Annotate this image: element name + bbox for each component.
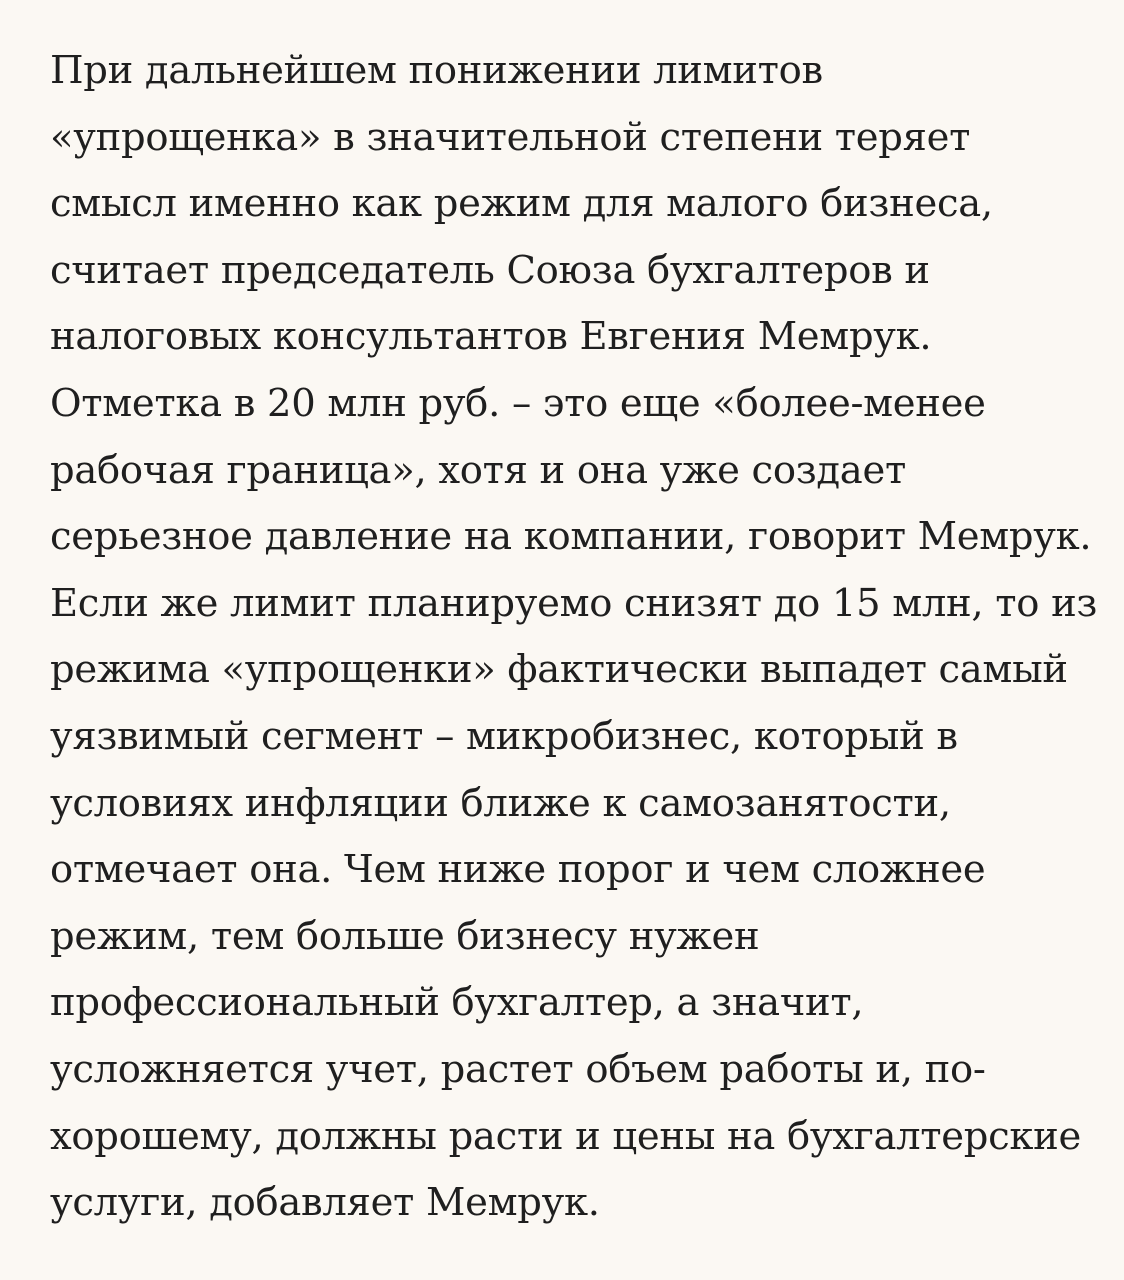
paragraph-line: налоговых консультантов Евгения Мемрук. xyxy=(50,314,932,360)
paragraph-line: смысл именно как режим для малого бизнеса, xyxy=(50,181,993,227)
paragraph-line: При дальнейшем понижении лимитов xyxy=(50,48,823,93)
paragraph-line: Если же лимит планируемо снизят до 15 млн, то из xyxy=(50,580,1098,626)
paragraph-line: услуги, добавляет Мемрук. xyxy=(50,1180,600,1226)
paragraph-line: уязвимый сегмент – микробизнес, который в xyxy=(50,713,958,759)
paragraph-line: режим, тем больше бизнесу нужен xyxy=(50,913,760,959)
paragraph-line: хорошему, должны расти и цены на бухгалтерские xyxy=(50,1113,1081,1159)
paragraph-line: отмечает она. Чем ниже порог и чем сложнее xyxy=(50,847,986,893)
paragraph-line: усложняется учет, растет объем работы и, по- xyxy=(50,1046,986,1092)
paragraph-line: серьезное давление на компании, говорит Мемрук. xyxy=(50,514,1092,560)
paragraph-line: считает председатель Союза бухгалтеров и xyxy=(50,247,930,293)
paragraph-line: профессиональный бухгалтер, а значит, xyxy=(50,980,864,1026)
paragraph-line: режима «упрощенки» фактически выпадет самый xyxy=(50,647,1068,693)
paragraph-line: рабочая граница», хотя и она уже создает xyxy=(50,447,906,493)
paragraph-line: «упрощенка» в значительной степени теряет xyxy=(50,114,971,160)
article-paragraph xyxy=(50,38,1098,1237)
paragraph-line: Отметка в 20 млн руб. – это еще «более-менее xyxy=(50,380,986,426)
paragraph-line: условиях инфляции ближе к самозанятости, xyxy=(50,780,951,826)
